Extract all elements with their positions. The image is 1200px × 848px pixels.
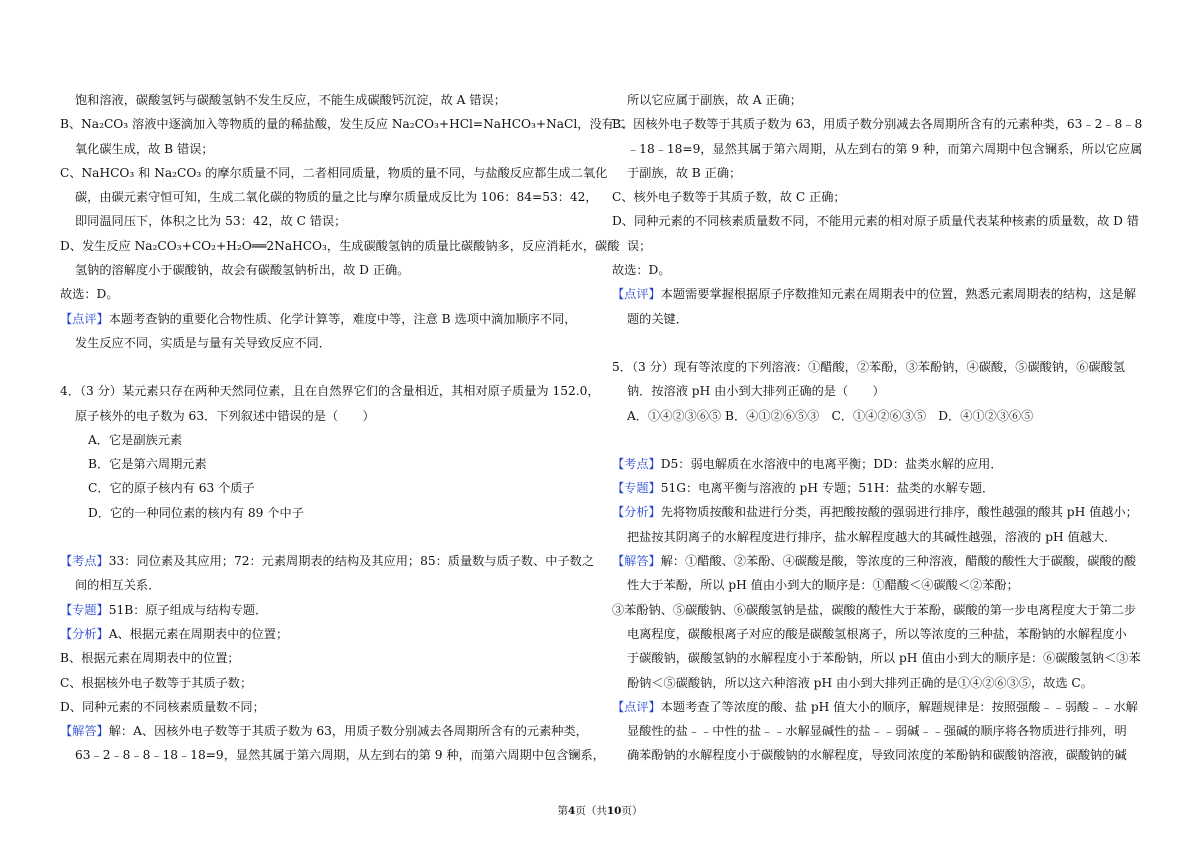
q4-stem-line1: 4．（3 分）某元素只存在两种天然同位素，且在自然界它们的含量相近，其相对原子质量为 152.0，: [60, 384, 600, 399]
right-column: [612, 88, 1144, 768]
q4-fenxi-b: B、根据元素在周期表中的位置；: [60, 651, 240, 666]
q4-kaodian-line2: 间的相互关系．: [75, 578, 161, 593]
left-column: [60, 88, 627, 768]
q4-comment-line1: [612, 282, 1144, 306]
page-footer: [0, 803, 1200, 818]
q4-c: C、核外电子数等于其质子数，故 C 正确；: [612, 190, 846, 205]
comment-tag: 【点评】: [612, 287, 661, 302]
q4-fenxi-c: C、根据核外电子数等于其质子数；: [60, 675, 253, 690]
q5-stem-line1: 5．（3 分）现有等浓度的下列溶液：①醋酸，②苯酚，③苯酚钠，④碳酸，⑤碳酸钠，⑥碳酸氢: [612, 359, 1125, 374]
q5-comment-line3: 确苯酚钠的水解程度小于碳酸钠的水解程度，导致同浓度的苯酚钠和碳酸钠溶液，碳酸钠的碱: [627, 748, 1127, 763]
q5-jieda-line1: [612, 549, 1144, 573]
q4-option-d: D．它的一种同位素的核内有 89 个中子: [88, 505, 304, 520]
q4-jieda-line1: [60, 719, 590, 743]
q4-option-a: A．它是副族元素: [88, 432, 183, 447]
q3-comment-text: 本题考查钠的重要化合物性质、化学计算等，难度中等，注意 B 选项中滴加顺序不同，: [108, 311, 577, 326]
q4-kaodian-line1: [60, 549, 595, 573]
q4-answer: 故选：D。: [612, 263, 671, 278]
kaodian-tag: 【考点】: [60, 554, 109, 569]
kaodian-tag: 【考点】: [612, 456, 661, 471]
q3-option-d-line1: D、发生反应 Na₂CO₃+CO₂+H₂O══2NaHCO₃，生成碳酸氢钠的质量比碳酸钠多，反应消耗水，碳酸: [60, 238, 620, 253]
fenxi-tag: 【分析】: [612, 505, 661, 520]
q3-option-b-line2: 氧化碳生成，故 B 错误；: [75, 141, 214, 156]
q5-fenxi-line1: [612, 500, 1144, 524]
q3-option-c-line1: C、NaHCO₃ 和 Na₂CO₃ 的摩尔质量不同，二者相同质量，物质的量不同，与盐酸反应都生成二氧化: [60, 165, 608, 180]
q3-option-b-line1: B、Na₂CO₃ 溶液中逐滴加入等物质的量的稀盐酸，发生反应 Na₂CO₃+HCl=NaHCO₃+NaCl，没有二: [60, 117, 627, 132]
q3-option-a-continued: 饱和溶液，碳酸氢钙与碳酸氢钠不发生反应，不能生成碳酸钙沉淀，故 A 错误；: [75, 93, 506, 107]
zhuanti-tag: 【专题】: [612, 481, 661, 496]
jieda-tag: 【解答】: [612, 554, 661, 569]
q5-jieda-line4: 电离程度，碳酸根离子对应的酸是碳酸氢根离子，所以等浓度的三种盐，苯酚钠的水解程度小: [627, 626, 1127, 641]
q4-fenxi-d: D、同种元素的不同核素质量数不同；: [60, 699, 265, 714]
q4-b-line3: 于副族，故 B 正确；: [627, 165, 742, 180]
spacer: [612, 331, 1144, 355]
q4-zhuanti-text: 51B：原子组成与结构专题．: [108, 602, 268, 617]
q5-zhuanti: [612, 476, 1144, 500]
q5-jieda-line3: ③苯酚钠、⑤碳酸钠、⑥碳酸氢钠是盐，碳酸的酸性大于苯酚，碳酸的第一步电离程度大于第二步: [612, 602, 1137, 617]
q5-fenxi-line2: 把盐按其阴离子的水解程度进行排序，盐水解程度越大的其碱性越强，溶液的 pH 值越大．: [627, 529, 1117, 544]
q5-jieda-line5: 于碳酸钠，碳酸氢钠的水解程度小于苯酚钠，所以 pH 值由小到大的顺序是：⑥碳酸氢钠＜③苯: [627, 651, 1141, 666]
q5-comment-text: 本题考查了等浓度的酸、盐 pH 值大小的顺序，解题规律是：按照强酸﹣﹣弱酸﹣﹣水解: [660, 699, 1138, 714]
q5-kaodian: [612, 452, 1144, 476]
footer-prefix: 第: [557, 805, 569, 817]
q3-comment-line1: [60, 307, 590, 331]
q5-fenxi-text: 先将物质按酸和盐进行分类，再把酸按酸的强弱进行排序，酸性越强的酸其 pH 值越小；: [660, 505, 1138, 520]
total-pages: 10: [606, 805, 622, 817]
q5-comment-line2: 显酸性的盐﹣﹣中性的盐﹣﹣水解显碱性的盐﹣﹣弱碱﹣﹣强碱的顺序将各物质进行排列，明: [627, 724, 1127, 739]
q4-d-line1: D、同种元素的不同核素质量数不同，不能用元素的相对原子质量代表某种核素的质量数，故 D 错: [612, 214, 1139, 229]
q3-option-c-line3: 即同温同压下，体积之比为 53：42，故 C 错误；: [75, 214, 347, 229]
q4-jieda-text: 解：A、因核外电子数等于其质子数为 63，用质子数分别减去各周期所含有的元素种类，: [108, 724, 588, 739]
spacer: [60, 355, 590, 379]
q4-zhuanti: [60, 598, 590, 622]
comment-tag: 【点评】: [612, 699, 661, 714]
q5-jieda-line6: 酚钠＜⑤碳酸钠，所以这六种溶液 pH 由小到大排列正确的是①④②⑥③⑤，故选 C。: [627, 675, 1093, 690]
q5-options: A．①④②③⑥⑤ B．④①②⑥⑤③ C．①④②⑥③⑤ D．④①②③⑥⑤: [627, 408, 1034, 423]
q4-comment-text: 本题需要掌握根据原子序数推知元素在周期表中的位置，熟悉元素周期表的结构，这是解: [660, 287, 1137, 302]
q4-fenxi-a: [60, 622, 590, 646]
q3-option-d-line2: 氢钠的溶解度小于碳酸钠，故会有碳酸氢钠析出，故 D 正确。: [75, 263, 410, 278]
footer-mid: 页（共: [575, 805, 607, 817]
q5-stem-line2: 钠．按溶液 pH 由小到大排列正确的是（ ）: [627, 384, 885, 399]
q5-jieda-line2: 性大于苯酚，所以 pH 值由小到大的顺序是：①醋酸＜④碳酸＜②苯酚；: [627, 578, 1019, 593]
spacer: [60, 525, 590, 549]
q4-b-line2: ﹣18﹣18=9，显然其属于第六周期，从左到右的第 9 种，而第六周期中包含镧系，所以它应属: [627, 141, 1143, 156]
jieda-tag: 【解答】: [60, 724, 109, 739]
q5-jieda-text: 解：①醋酸、②苯酚、④碳酸是酸，等浓度的三种溶液，醋酸的酸性大于碳酸，碳酸的酸: [660, 554, 1137, 569]
q4-comment-line2: 题的关键．: [627, 311, 688, 326]
q4-stem-line2: 原子核外的电子数为 63．下列叙述中错误的是（ ）: [75, 408, 375, 423]
q4-option-c: C．它的原子核内有 63 个质子: [88, 481, 255, 496]
q5-comment-line1: [612, 695, 1144, 719]
q4-option-a-continued: 所以它应属于副族，故 A 正确；: [627, 93, 802, 107]
comment-tag: 【点评】: [60, 311, 109, 326]
q3-option-c-line2: 碳，由碳元素守恒可知，生成二氧化碳的物质的量之比与摩尔质量成反比为 106：84=53：42，: [75, 190, 598, 205]
spacer: [612, 428, 1144, 452]
q4-b-line1: B、因核外电子数等于其质子数为 63，用质子数分别减去各周期所含有的元素种类，63﹣2﹣8﹣8: [612, 117, 1143, 132]
fenxi-tag: 【分析】: [60, 626, 109, 641]
q4-d-line2: 误；: [627, 238, 652, 253]
q3-answer: 故选：D。: [60, 287, 119, 302]
q5-kaodian-text: D5：弱电解质在水溶液中的电离平衡；DD：盐类水解的应用．: [660, 456, 1003, 471]
q4-jieda-line2: 63﹣2﹣8﹣8﹣18﹣18=9，显然其属于第六周期，从左到右的第 9 种，而第六周期中包含镧系，: [75, 748, 605, 763]
zhuanti-tag: 【专题】: [60, 602, 109, 617]
q3-comment-line2: 发生反应不同，实质是与量有关导致反应不同．: [75, 335, 331, 350]
q4-fenxi-a-text: A、根据元素在周期表中的位置；: [108, 626, 289, 641]
q4-kaodian-text: 33：同位素及其应用；72：元素周期表的结构及其应用；85：质量数与质子数、中子数之: [108, 554, 595, 569]
q5-zhuanti-text: 51G：电离平衡与溶液的 pH 专题；51H：盐类的水解专题．: [660, 481, 995, 496]
footer-suffix: 页）: [621, 805, 643, 817]
page-number: 4: [568, 805, 576, 817]
q4-option-b: B．它是第六周期元素: [88, 457, 207, 472]
